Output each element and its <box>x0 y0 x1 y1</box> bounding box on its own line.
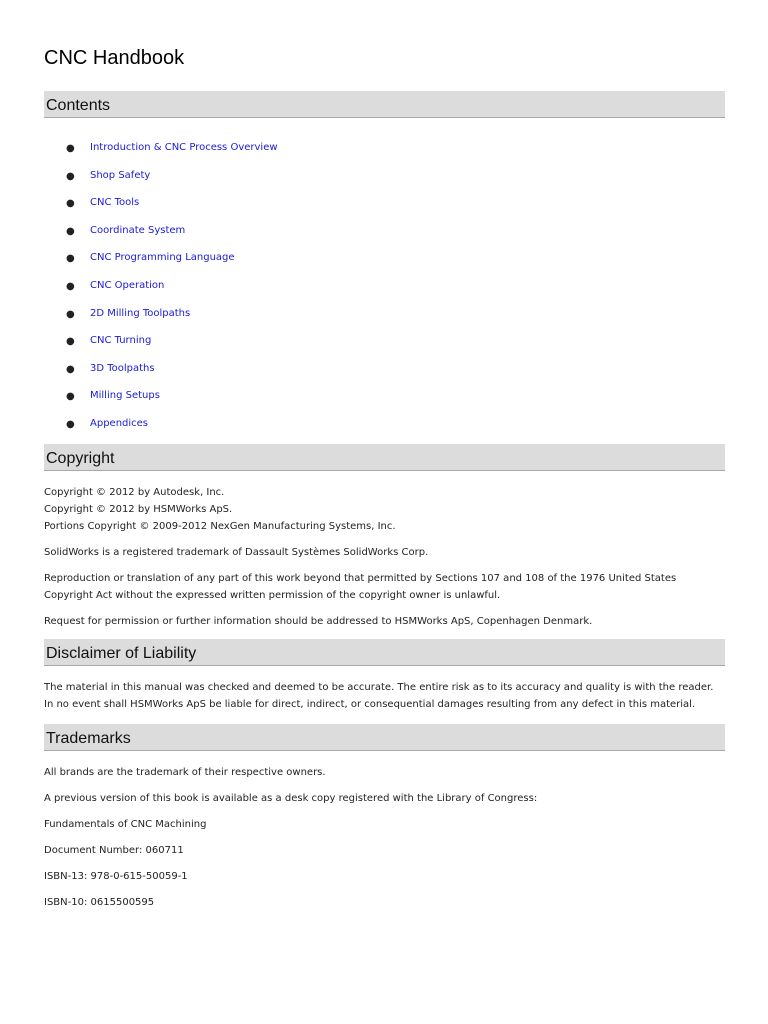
toc-item <box>44 168 725 196</box>
toc-link-milling-setups[interactable]: Milling Setups <box>90 390 160 402</box>
isbn-13: ISBN-13: 978-0-615-50059-1 <box>44 870 188 882</box>
toc-item <box>44 223 725 251</box>
document-title: CNC Handbook <box>44 47 185 69</box>
bullet-icon: ● <box>66 170 75 182</box>
toc-item <box>44 195 725 223</box>
solidworks-trademark-note: SolidWorks is a registered trademark of Dassault Systèmes SolidWorks Corp. <box>44 546 429 558</box>
bullet-icon: ● <box>66 143 75 154</box>
toc-item <box>44 250 725 278</box>
toc-link-appendices[interactable]: Appendices <box>90 417 149 429</box>
toc-link-introduction[interactable]: Introduction & CNC Process Overview <box>90 142 278 153</box>
contents-heading: Contents <box>44 91 725 118</box>
toc-link-3d-toolpaths[interactable]: 3D Toolpaths <box>90 362 155 374</box>
toc-link-cnc-operation[interactable]: CNC Operation <box>90 279 165 291</box>
toc-item <box>44 388 725 416</box>
reproduction-notice-line: Copyright Act without the expressed written permission of the copyright owner is unlawful. <box>44 589 501 601</box>
toc-link-cnc-tools[interactable]: CNC Tools <box>90 197 140 209</box>
copyright-section <box>44 484 725 630</box>
disclaimer-line: The material in this manual was checked and deemed to be accurate. The entire risk as to its accuracy and quality is with the reader. <box>44 681 714 693</box>
previous-version-note: A previous version of this book is available as a desk copy registered with the Library of Congress: <box>44 792 538 804</box>
bullet-icon: ● <box>66 253 75 265</box>
bullet-icon: ● <box>66 225 75 237</box>
toc-item <box>44 361 725 389</box>
toc-link-cnc-turning[interactable]: CNC Turning <box>90 335 152 347</box>
toc-item <box>44 140 725 168</box>
copyright-line: Portions Copyright © 2009-2012 NexGen Manufacturing Systems, Inc. <box>44 520 396 532</box>
toc-link-2d-milling-toolpaths[interactable]: 2D Milling Toolpaths <box>90 307 191 319</box>
toc-link-shop-safety[interactable]: Shop Safety <box>90 169 151 181</box>
toc-link-cnc-programming-language[interactable]: CNC Programming Language <box>90 252 235 264</box>
toc-item <box>44 278 725 306</box>
disclaimer-heading: Disclaimer of Liability <box>44 639 725 666</box>
trademarks-section <box>44 764 725 911</box>
disclaimer-section <box>44 679 725 713</box>
bullet-icon: ● <box>66 391 75 403</box>
bullet-icon: ● <box>66 418 75 430</box>
toc-link-coordinate-system[interactable]: Coordinate System <box>90 224 186 236</box>
bullet-icon: ● <box>66 198 75 210</box>
bullet-icon: ● <box>66 280 75 292</box>
toc-item <box>44 416 725 444</box>
brands-note: All brands are the trademark of their respective owners. <box>44 766 326 778</box>
book-title: Fundamentals of CNC Machining <box>44 818 207 830</box>
bullet-icon: ● <box>66 308 75 320</box>
disclaimer-line: In no event shall HSMWorks ApS be liable for direct, indirect, or consequential damages resulting from any defect in this material. <box>44 698 696 710</box>
copyright-line: Copyright © 2012 by HSMWorks ApS. <box>44 503 233 515</box>
reproduction-notice-line: Reproduction or translation of any part of this work beyond that permitted by Sections 107 and 108 of the 1976 United States <box>44 572 677 584</box>
permission-request: Request for permission or further information should be addressed to HSMWorks ApS, Copenhagen Denmark. <box>44 615 593 627</box>
document-page <box>44 0 725 911</box>
bullet-icon: ● <box>66 363 75 375</box>
contents-list <box>44 140 725 444</box>
toc-item <box>44 333 725 361</box>
isbn-10: ISBN-10: 0615500595 <box>44 896 155 908</box>
toc-item <box>44 306 725 334</box>
document-number: Document Number: 060711 <box>44 844 184 856</box>
trademarks-heading: Trademarks <box>44 724 725 751</box>
copyright-heading: Copyright <box>44 444 725 471</box>
copyright-line: Copyright © 2012 by Autodesk, Inc. <box>44 486 225 498</box>
bullet-icon: ● <box>66 336 75 348</box>
